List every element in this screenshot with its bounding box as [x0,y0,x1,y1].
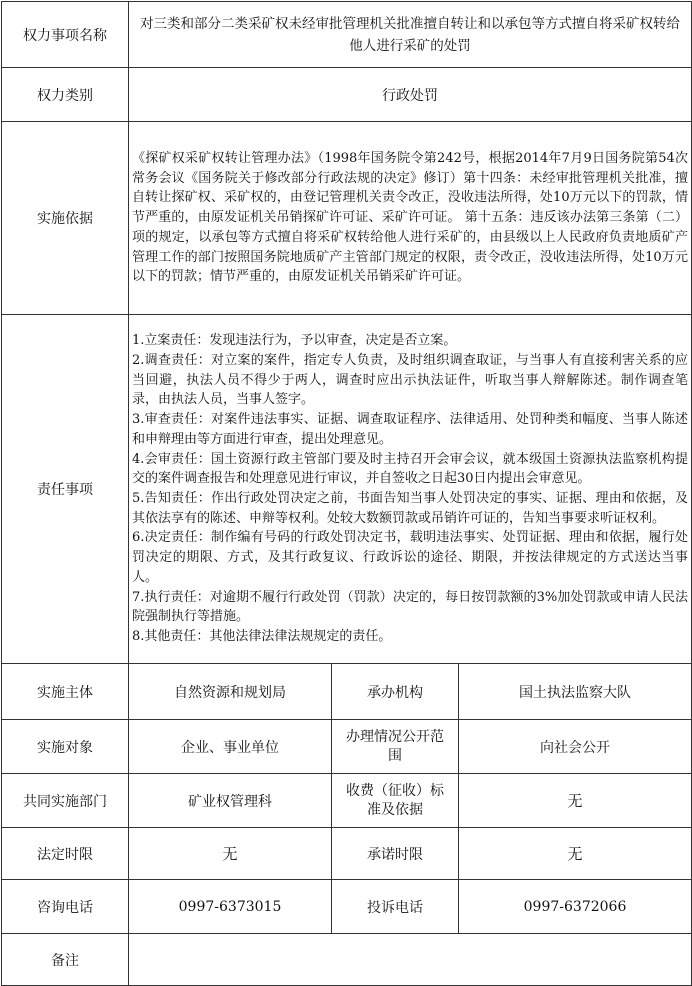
value-joint-department: 矿业权管理科 [129,774,332,828]
label-duties: 责任事项 [2,315,129,664]
value-fee-standard: 无 [459,774,692,828]
label-target: 实施对象 [2,720,129,774]
label-handling-agency: 承办机构 [332,664,459,720]
duty-item: 3.审查责任：对案件违法事实、证据、调查取证程序、法律适用、处罚种类和幅度、当事人陈述和申辩理由等方面进行审查，提出处理意见。 [132,412,689,447]
label-basis: 实施依据 [2,122,129,315]
label-item-name: 权力事项名称 [2,2,129,68]
duty-item: 2.调查责任：对立案的案件，指定专人负责，及时组织调查取证，与当事人有直接利害关系的应当回避，执法人员不得少于两人，调查时应出示执法证件，听取当事人辩解陈述。制作调查笔录，由执法人员，当事人签字。 [132,353,689,408]
duty-item: 8.其他责任：其他法律法律法规规定的责任。 [132,628,392,644]
row-remarks [2,934,692,986]
label-complaint-phone: 投诉电话 [332,880,459,934]
value-category: 行政处罚 [129,68,692,122]
value-legal-deadline: 无 [129,828,332,880]
value-consult-phone: 0997-6373015 [129,880,332,934]
row-joint-department [2,774,692,828]
row-phone [2,880,692,934]
power-item-table [1,1,692,986]
row-item-name [2,2,692,68]
duty-item: 1.立案责任：发现违法行为，予以审查，决定是否立案。 [132,333,457,349]
value-disclosure-scope: 向社会公开 [459,720,692,774]
label-promised-deadline: 承诺时限 [332,828,459,880]
duties-list [129,315,692,664]
label-legal-deadline: 法定时限 [2,828,129,880]
value-complaint-phone: 0997-6372066 [459,880,692,934]
row-basis [2,122,692,315]
value-basis: 《探矿权采矿权转让管理办法》（1998年国务院令第242号，根据2014年7月9日国务院第54次常务会议《国务院关于修改部分行政法规的决定》修订）第十四条：未经审批管理机关批准，擅自转让探矿权、采矿权的，由登记管理机关责令改正，没收违法所得，处10万元以下的罚款，情节严重的，由原发证机关吊销探矿许可证、采矿许可证。 第十五条：违反该办法第三条第（二）项的规定，以承包等方式擅自将采矿权转给他人进行采矿的，由县级以上人民政府负责地质矿产管理工作的部门按照国务院地质矿产主管部门规定的权限，责令改正，没收违法所得，处10万元以下的罚款；情节严重的，由原发证机关吊销采矿许可证。 [129,122,692,315]
value-remarks [129,934,692,986]
row-category [2,68,692,122]
row-duties [2,315,692,664]
row-deadline [2,828,692,880]
label-subject: 实施主体 [2,664,129,720]
label-consult-phone: 咨询电话 [2,880,129,934]
value-item-name: 对三类和部分二类采矿权未经审批管理机关批准擅自转让和以承包等方式擅自将采矿权转给他人进行采矿的处罚 [129,2,692,68]
value-handling-agency: 国土执法监察大队 [459,664,692,720]
value-subject: 自然资源和规划局 [129,664,332,720]
label-disclosure-scope: 办理情况公开范围 [332,720,459,774]
label-category: 权力类别 [2,68,129,122]
label-fee-standard: 收费（征收）标准及依据 [332,774,459,828]
duty-item: 7.执行责任：对逾期不履行行政处罚（罚款）决定的，每日按罚款额的3%加处罚款或申请人民法院强制执行等措施。 [132,589,689,625]
value-target: 企业、事业单位 [129,720,332,774]
row-target [2,720,692,774]
value-promised-deadline: 无 [459,828,692,880]
duty-item: 4.会审责任：国土资源行政主管部门要及时主持召开会审会议，就本级国土资源执法监察机构提交的案件调查报告和处理意见进行审议，并自签收之日起30日内提出会审意见。 [132,451,689,487]
duty-item: 5.告知责任：作出行政处罚决定之前，书面告知当事人处罚决定的事实、证据、理由和依据，及其依法享有的陈述、申辩等权利。处较大数额罚款或吊销许可证的，告知当事要求听证权利。 [132,491,689,526]
duty-item: 6.决定责任：制作编有号码的行政处罚决定书，载明违法事实、处罚证据、理由和依据，履行处罚决定的期限、方式，及其行政复议、行政诉讼的途径、期限，并按法律规定的方式送达当事人。 [132,530,689,585]
row-subject [2,664,692,720]
label-joint-department: 共同实施部门 [2,774,129,828]
label-remarks: 备注 [2,934,129,986]
